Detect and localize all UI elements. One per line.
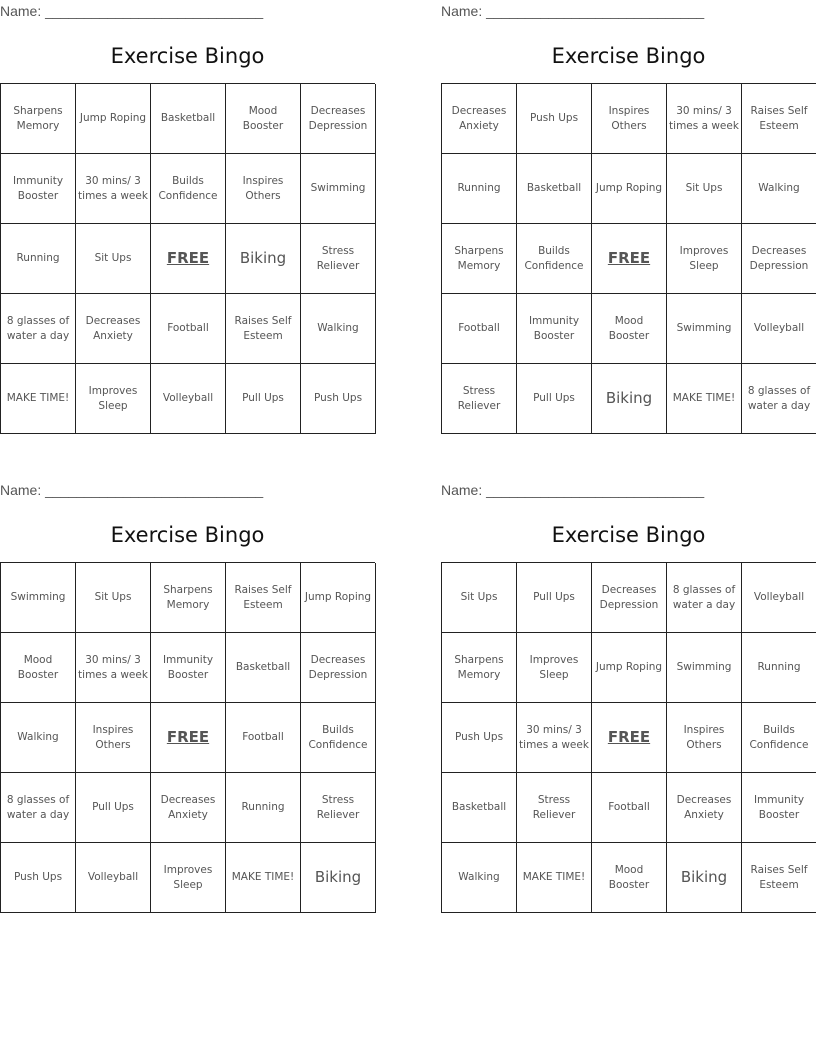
bingo-cell: Sharpens Memory (151, 563, 226, 633)
bingo-cell: Immunity Booster (517, 294, 592, 364)
card-title: Exercise Bingo (551, 44, 706, 68)
bingo-cell: Swimming (301, 154, 376, 224)
bingo-cell: Swimming (1, 563, 76, 633)
bingo-cell: Running (442, 154, 517, 224)
bingo-cell: MAKE TIME! (1, 364, 76, 434)
bingo-cell: Football (592, 773, 667, 843)
bingo-cell: 30 mins/ 3 times a week (517, 703, 592, 773)
bingo-cell: Push Ups (1, 843, 76, 913)
bingo-cell: Stress Reliever (301, 224, 376, 294)
bingo-cell: Decreases Depression (592, 563, 667, 633)
bingo-cell: Pull Ups (517, 563, 592, 633)
bingo-cell: MAKE TIME! (226, 843, 301, 913)
bingo-cell: Builds Confidence (151, 154, 226, 224)
bingo-cell: Mood Booster (592, 294, 667, 364)
bingo-cell: 8 glasses of water a day (1, 294, 76, 364)
bingo-grid (0, 562, 375, 913)
bingo-cell: Football (226, 703, 301, 773)
bingo-cell: Sit Ups (76, 563, 151, 633)
bingo-cell: Improves Sleep (151, 843, 226, 913)
bingo-cell: Decreases Anxiety (667, 773, 742, 843)
free-space-cell: FREE (592, 224, 667, 294)
bingo-cell: Swimming (667, 294, 742, 364)
bingo-cell: Pull Ups (226, 364, 301, 434)
bingo-cell: Raises Self Esteem (742, 843, 816, 913)
bingo-cell: Jump Roping (301, 563, 376, 633)
free-space-cell: FREE (592, 703, 667, 773)
bingo-cell: MAKE TIME! (517, 843, 592, 913)
bingo-cell: Jump Roping (76, 84, 151, 154)
bingo-cell: Mood Booster (592, 843, 667, 913)
bingo-cell: Walking (742, 154, 816, 224)
bingo-cell: Raises Self Esteem (742, 84, 816, 154)
bingo-cell: Biking (301, 843, 376, 913)
bingo-cell: Walking (301, 294, 376, 364)
bingo-cell: Stress Reliever (301, 773, 376, 843)
bingo-cell: Running (226, 773, 301, 843)
bingo-cell: Push Ups (442, 703, 517, 773)
card-title: Exercise Bingo (110, 523, 265, 547)
bingo-cell: Inspires Others (667, 703, 742, 773)
bingo-cell: Sit Ups (442, 563, 517, 633)
bingo-cell: MAKE TIME! (667, 364, 742, 434)
bingo-cell: Biking (592, 364, 667, 434)
bingo-cell: Basketball (517, 154, 592, 224)
bingo-cell: Decreases Anxiety (76, 294, 151, 364)
bingo-cell: 8 glasses of water a day (667, 563, 742, 633)
bingo-cell: Biking (226, 224, 301, 294)
bingo-cell: Walking (442, 843, 517, 913)
bingo-cell: Running (742, 633, 816, 703)
bingo-cell: Decreases Depression (301, 633, 376, 703)
bingo-cell: Push Ups (301, 364, 376, 434)
name-label: Name: ____________________________ (441, 3, 705, 19)
bingo-cell: Immunity Booster (1, 154, 76, 224)
bingo-cell: Stress Reliever (517, 773, 592, 843)
bingo-cell: 8 glasses of water a day (742, 364, 816, 434)
bingo-grid (441, 83, 816, 434)
bingo-cell: Volleyball (151, 364, 226, 434)
free-space-cell: FREE (151, 224, 226, 294)
bingo-grid (441, 562, 816, 913)
name-label: Name: ____________________________ (441, 482, 705, 498)
bingo-cell: Volleyball (76, 843, 151, 913)
bingo-cell: Volleyball (742, 294, 816, 364)
bingo-cell: Improves Sleep (76, 364, 151, 434)
bingo-cell: Volleyball (742, 563, 816, 633)
bingo-cell: Sit Ups (667, 154, 742, 224)
bingo-cell: Basketball (442, 773, 517, 843)
bingo-cell: Sit Ups (76, 224, 151, 294)
free-space-cell: FREE (151, 703, 226, 773)
bingo-cell: Immunity Booster (742, 773, 816, 843)
bingo-cell: Football (442, 294, 517, 364)
card-title: Exercise Bingo (551, 523, 706, 547)
bingo-cell: Builds Confidence (742, 703, 816, 773)
bingo-grid (0, 83, 375, 434)
bingo-cell: Pull Ups (517, 364, 592, 434)
bingo-cell: 30 mins/ 3 times a week (667, 84, 742, 154)
name-label: Name: ____________________________ (0, 482, 264, 498)
bingo-cell: Mood Booster (226, 84, 301, 154)
bingo-cell: Raises Self Esteem (226, 294, 301, 364)
bingo-cell: Immunity Booster (151, 633, 226, 703)
bingo-cell: Biking (667, 843, 742, 913)
bingo-cell: Inspires Others (76, 703, 151, 773)
bingo-cell: Decreases Depression (301, 84, 376, 154)
bingo-cell: 30 mins/ 3 times a week (76, 154, 151, 224)
bingo-cell: Sharpens Memory (442, 633, 517, 703)
bingo-cell: 8 glasses of water a day (1, 773, 76, 843)
bingo-cell: Push Ups (517, 84, 592, 154)
bingo-cell: Sharpens Memory (442, 224, 517, 294)
bingo-cell: Football (151, 294, 226, 364)
bingo-cell: Basketball (151, 84, 226, 154)
bingo-cell: Builds Confidence (517, 224, 592, 294)
bingo-cell: Inspires Others (226, 154, 301, 224)
bingo-cell: Running (1, 224, 76, 294)
bingo-cell: 30 mins/ 3 times a week (76, 633, 151, 703)
bingo-cell: Stress Reliever (442, 364, 517, 434)
bingo-cell: Walking (1, 703, 76, 773)
bingo-cell: Decreases Anxiety (442, 84, 517, 154)
bingo-cell: Decreases Anxiety (151, 773, 226, 843)
bingo-cell: Decreases Depression (742, 224, 816, 294)
card-title: Exercise Bingo (110, 44, 265, 68)
bingo-cell: Raises Self Esteem (226, 563, 301, 633)
bingo-cell: Mood Booster (1, 633, 76, 703)
bingo-cell: Builds Confidence (301, 703, 376, 773)
bingo-cell: Jump Roping (592, 154, 667, 224)
bingo-cell: Sharpens Memory (1, 84, 76, 154)
name-label: Name: ____________________________ (0, 3, 264, 19)
bingo-cell: Swimming (667, 633, 742, 703)
bingo-cell: Inspires Others (592, 84, 667, 154)
bingo-cell: Improves Sleep (517, 633, 592, 703)
bingo-cell: Pull Ups (76, 773, 151, 843)
bingo-cell: Jump Roping (592, 633, 667, 703)
bingo-cell: Improves Sleep (667, 224, 742, 294)
bingo-cell: Basketball (226, 633, 301, 703)
